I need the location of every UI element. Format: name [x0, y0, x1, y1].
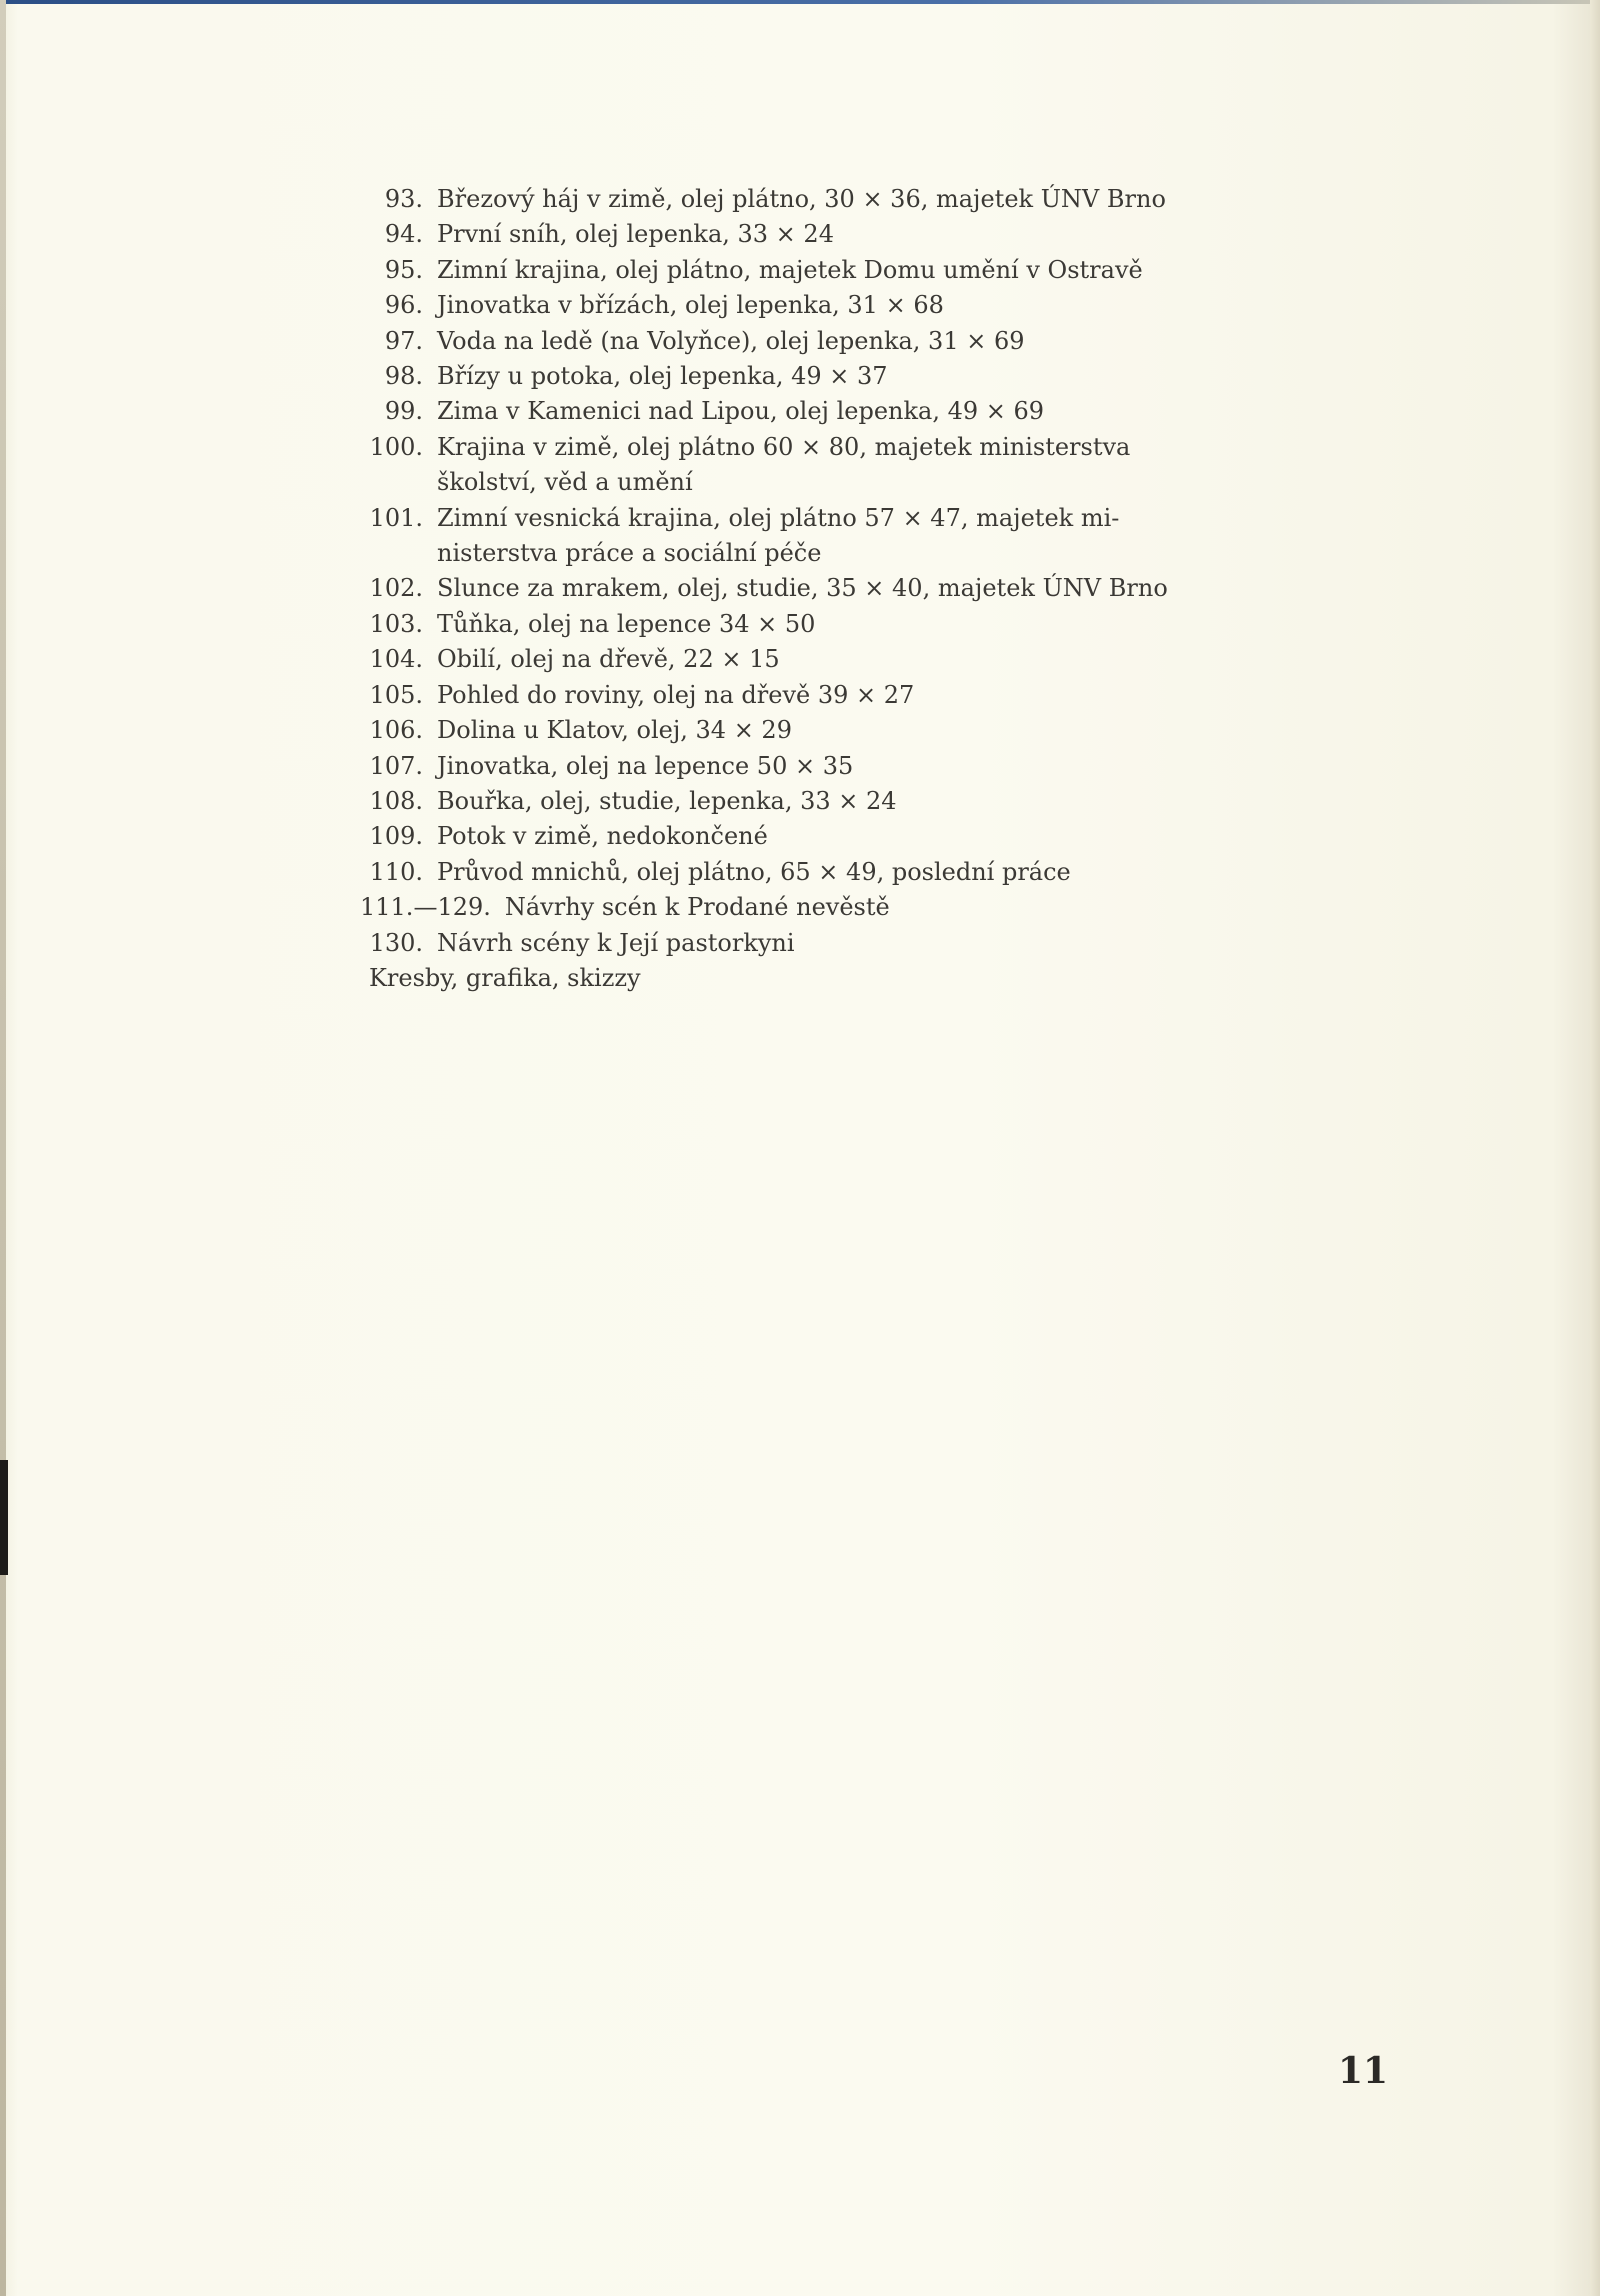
entry-number: 108. — [369, 786, 423, 815]
entry-text: Březový háj v zimě, olej plátno, 30 × 36, majetek ÚNV Brno — [437, 185, 1166, 213]
catalog-entry — [360, 890, 1240, 925]
catalog-entry — [360, 324, 1240, 359]
section-heading-text: Kresby, grafika, skizzy — [369, 963, 641, 992]
entry-number: 107. — [369, 751, 423, 780]
page-right-edge — [1590, 0, 1600, 2296]
entry-text: Potok v zimě, nedokončené — [437, 822, 768, 851]
entry-text: Zima v Kamenici nad Lipou, olej lepenka, 49 × 69 — [437, 397, 1045, 426]
catalog-entry — [360, 359, 1240, 394]
catalog-entry — [360, 819, 1240, 854]
catalog-entry — [360, 394, 1240, 429]
entry-text-continuation: školství, věd a umění — [437, 468, 693, 497]
entry-number: 130. — [369, 928, 423, 957]
entry-number: 94. — [384, 220, 423, 249]
section-heading — [360, 961, 1240, 996]
catalog-entry-continuation — [360, 465, 1240, 500]
binding-mark — [0, 1460, 8, 1575]
catalog-entry — [360, 855, 1240, 890]
entry-text: Zimní vesnická krajina, olej plátno 57 × 47, majetek mi- — [437, 503, 1120, 532]
catalog-entry — [360, 501, 1240, 536]
catalog-entry — [360, 182, 1240, 217]
entry-number: 101. — [369, 503, 423, 532]
catalog-list — [360, 182, 1240, 996]
entry-number: 99. — [384, 397, 423, 426]
catalog-entry — [360, 430, 1240, 465]
catalog-entry — [360, 288, 1240, 323]
entry-text: Zimní krajina, olej plátno, majetek Domu umění v Ostravě — [437, 255, 1143, 284]
entry-number: 103. — [369, 609, 423, 638]
entry-text: Tůňka, olej na lepence 34 × 50 — [437, 609, 816, 638]
entry-text: Návrh scény k Její pastorkyni — [437, 928, 795, 957]
catalog-entry — [360, 642, 1240, 677]
entry-text: Dolina u Klatov, olej, 34 × 29 — [437, 716, 792, 745]
entry-number: 100. — [369, 432, 423, 461]
catalog-entry — [360, 678, 1240, 713]
entry-text: Voda na ledě (na Volyňce), olej lepenka, 31 × 69 — [437, 326, 1025, 355]
entry-number: 105. — [369, 680, 423, 709]
entry-text: Jinovatka v břízách, olej lepenka, 31 × 68 — [437, 291, 944, 320]
entry-number: 110. — [369, 857, 423, 886]
catalog-entry — [360, 713, 1240, 748]
entry-text: Pohled do roviny, olej na dřevě 39 × 27 — [437, 680, 915, 709]
entry-number: 96. — [384, 291, 423, 320]
entry-text: Návrhy scén k Prodané nevěstě — [504, 893, 890, 922]
entry-text: Krajina v zimě, olej plátno 60 × 80, majetek ministerstva — [437, 432, 1131, 461]
entry-text: Slunce za mrakem, olej, studie, 35 × 40, majetek ÚNV Brno — [437, 574, 1168, 603]
catalog-entry — [360, 253, 1240, 288]
entry-text-continuation: nisterstva práce a sociální péče — [437, 539, 822, 568]
page-top-edge — [0, 0, 1600, 4]
entry-number: 106. — [369, 716, 423, 745]
entry-number: 93. — [384, 185, 423, 213]
page-number: 11 — [1338, 2050, 1389, 2092]
entry-text: Obilí, olej na dřevě, 22 × 15 — [437, 645, 780, 674]
entry-number: 109. — [369, 822, 423, 851]
entry-number: 95. — [384, 255, 423, 284]
catalog-entry — [360, 607, 1240, 642]
entry-number: 111.—129. — [360, 893, 491, 922]
catalog-entry — [360, 926, 1240, 961]
catalog-entry — [360, 749, 1240, 784]
entry-number: 98. — [384, 362, 423, 391]
entry-number: 97. — [384, 326, 423, 355]
catalog-entry-continuation — [360, 536, 1240, 571]
entry-number: 102. — [369, 574, 423, 603]
entry-text: Bouřka, olej, studie, lepenka, 33 × 24 — [437, 786, 897, 815]
entry-text: Břízy u potoka, olej lepenka, 49 × 37 — [437, 362, 888, 391]
catalog-entry — [360, 571, 1240, 606]
entry-text: První sníh, olej lepenka, 33 × 24 — [437, 220, 834, 249]
entry-text: Jinovatka, olej na lepence 50 × 35 — [437, 751, 854, 780]
entry-text: Průvod mnichů, olej plátno, 65 × 49, poslední práce — [437, 857, 1071, 886]
entry-number: 104. — [369, 645, 423, 674]
page-left-edge — [0, 0, 6, 2296]
catalog-entry — [360, 784, 1240, 819]
catalog-entry — [360, 217, 1240, 252]
